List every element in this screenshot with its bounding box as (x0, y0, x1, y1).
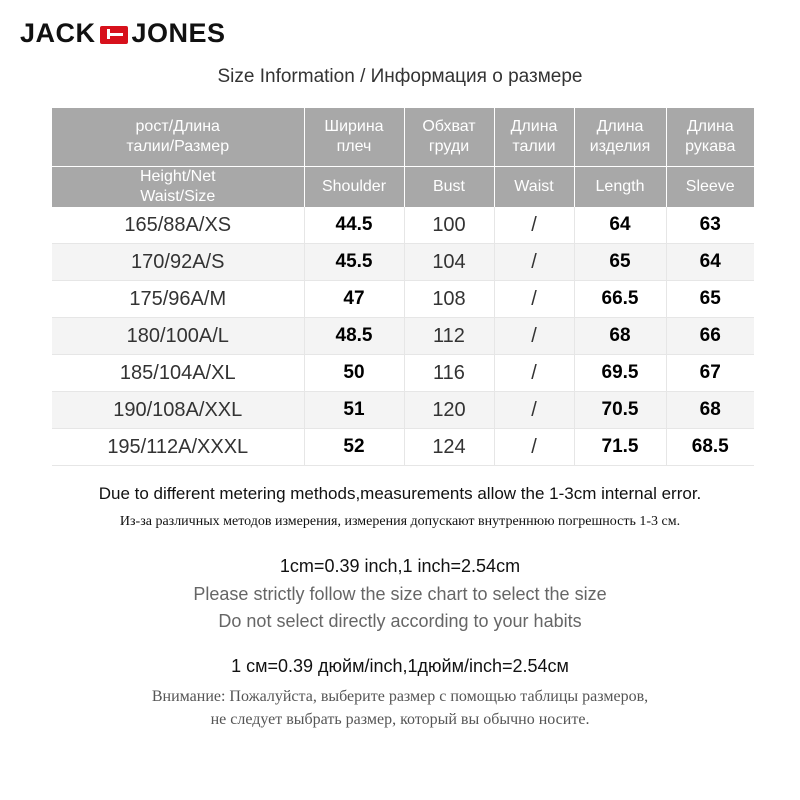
warning-ru-line2: не следует выбрать размер, который вы обычно носите. (210, 711, 590, 728)
cell-bust: 112 (404, 318, 494, 355)
header-sleeve-ru: Длина рукава (666, 108, 754, 167)
header-row-en (52, 167, 754, 208)
follow-chart-note: Please strictly follow the size chart to select the size (193, 584, 607, 604)
header-length-ru: Длина изделия (574, 108, 666, 167)
cell-size: 165/88A/XS (52, 207, 304, 244)
cell-bust: 116 (404, 355, 494, 392)
cell-size: 180/100A/L (52, 318, 304, 355)
cell-length: 64 (574, 207, 666, 244)
table-row (52, 392, 754, 429)
header-bust-en: Bust (404, 167, 494, 208)
table-row (52, 429, 754, 466)
cell-shoulder: 51 (304, 392, 404, 429)
cell-waist: / (494, 318, 574, 355)
cell-waist: / (494, 244, 574, 281)
cell-waist: / (494, 392, 574, 429)
page-title: Size Information / Информация о размере (217, 66, 583, 87)
table-row (52, 207, 754, 244)
cell-size: 175/96A/M (52, 281, 304, 318)
cell-bust: 100 (404, 207, 494, 244)
cell-bust: 124 (404, 429, 494, 466)
table-row (52, 244, 754, 281)
cell-bust: 104 (404, 244, 494, 281)
cell-waist: / (494, 207, 574, 244)
brand-logo-left: JACK (20, 18, 96, 48)
header-waist-en: Waist (494, 167, 574, 208)
cell-length: 65 (574, 244, 666, 281)
brand-logo-right: JONES (131, 18, 226, 48)
cell-waist: / (494, 429, 574, 466)
brand-logo (20, 18, 226, 49)
cell-shoulder: 47 (304, 281, 404, 318)
cell-size: 195/112A/XXXL (52, 429, 304, 466)
table-row (52, 355, 754, 392)
cell-waist: / (494, 281, 574, 318)
cell-shoulder: 50 (304, 355, 404, 392)
cell-size: 170/92A/S (52, 244, 304, 281)
table-row (52, 318, 754, 355)
cell-sleeve: 66 (666, 318, 754, 355)
header-bust-ru: Обхват груди (404, 108, 494, 167)
header-row-ru (52, 108, 754, 167)
size-table (52, 108, 754, 466)
habits-note: Do not select directly according to your habits (218, 611, 582, 631)
cell-length: 69.5 (574, 355, 666, 392)
header-length-en: Length (574, 167, 666, 208)
header-shoulder-ru: Ширина плеч (304, 108, 404, 167)
cell-size: 185/104A/XL (52, 355, 304, 392)
cell-shoulder: 52 (304, 429, 404, 466)
cell-bust: 120 (404, 392, 494, 429)
header-shoulder-en: Shoulder (304, 167, 404, 208)
header-sleeve-en: Sleeve (666, 167, 754, 208)
cell-sleeve: 64 (666, 244, 754, 281)
cell-sleeve: 67 (666, 355, 754, 392)
cell-length: 70.5 (574, 392, 666, 429)
brand-flag-icon (100, 26, 128, 44)
cell-shoulder: 44.5 (304, 207, 404, 244)
cell-length: 66.5 (574, 281, 666, 318)
table-row (52, 281, 754, 318)
measurement-error-note-ru: Из-за различных методов измерения, измерения допускают внутреннюю погрешность 1-3 см. (119, 514, 681, 529)
cell-length: 68 (574, 318, 666, 355)
cell-bust: 108 (404, 281, 494, 318)
header-waist-ru: Длина талии (494, 108, 574, 167)
cell-shoulder: 48.5 (304, 318, 404, 355)
cell-sleeve: 63 (666, 207, 754, 244)
unit-conversion-ru: 1 см=0.39 дюйм/inch,1дюйм/inch=2.54см (231, 656, 569, 676)
cell-length: 71.5 (574, 429, 666, 466)
header-size-en: Height/Net Waist/Size (52, 167, 304, 208)
cell-sleeve: 65 (666, 281, 754, 318)
cell-shoulder: 45.5 (304, 244, 404, 281)
unit-conversion-en: 1cm=0.39 inch,1 inch=2.54cm (279, 556, 521, 576)
cell-size: 190/108A/XXL (52, 392, 304, 429)
cell-sleeve: 68 (666, 392, 754, 429)
header-size-ru: рост/Длина талии/Размер (52, 108, 304, 167)
warning-ru-line1: Внимание: Пожалуйста, выберите размер с помощью таблицы размеров, (151, 688, 649, 705)
measurement-error-note-en: Due to different metering methods,measurements allow the 1-3cm internal error. (98, 484, 702, 503)
cell-sleeve: 68.5 (666, 429, 754, 466)
cell-waist: / (494, 355, 574, 392)
